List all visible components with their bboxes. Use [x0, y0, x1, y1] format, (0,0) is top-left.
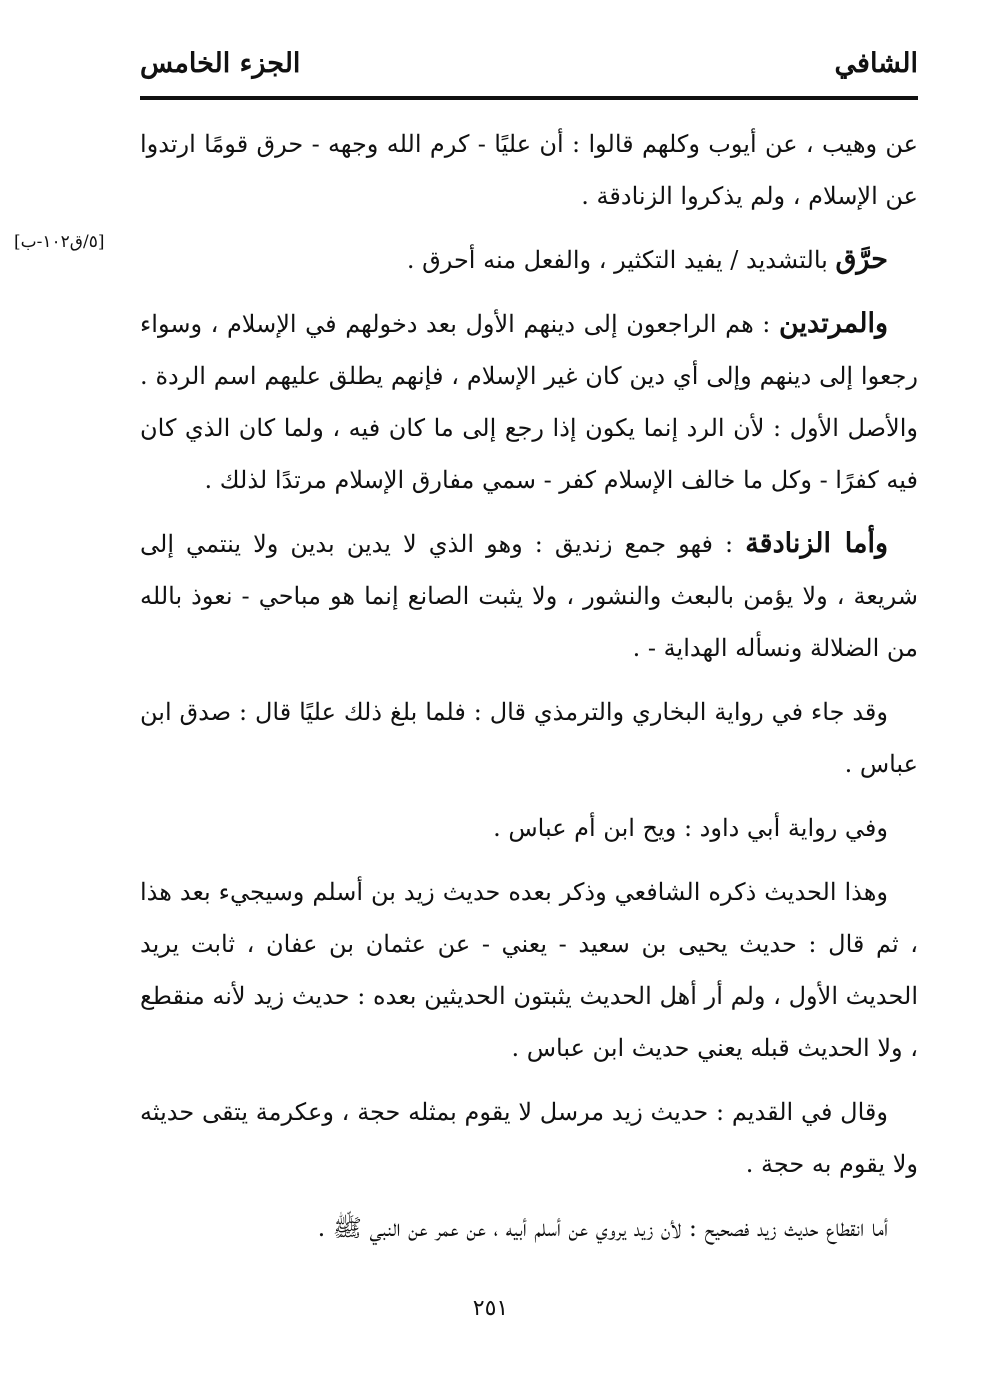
paragraph-2-term: حرَّق: [835, 244, 888, 275]
body-text: [140, 118, 918, 1266]
paragraph-6-text: وفي رواية أبي داود : ويح ابن أم عباس .: [493, 814, 888, 842]
page-header: [140, 42, 918, 92]
paragraph-8-text: وقال في القديم : حديث زيد مرسل لا يقوم بمثله حجة ، وعكرمة يتقى حديثه ولا يقوم به حجة .: [140, 1098, 918, 1178]
paragraph-1-text: عن وهيب ، عن أيوب وكلهم قالوا : أن عليًا - كرم الله وجهه - حرق قومًا ارتدوا عن الإسلام ، ولم يذكروا الزنادقة .: [140, 130, 919, 210]
book-title: الشافي: [834, 48, 918, 79]
paragraph-7: [140, 866, 918, 1074]
paragraph-1: [140, 118, 918, 222]
header-divider: [140, 96, 918, 100]
paragraph-9-text: أما انقطاع حديث زيد فصحيح : لأن زيد يروي عن أسلم أبيه ، عن عمر عن النبي ﷺ .: [317, 1214, 888, 1242]
volume-title: الجزء الخامس: [140, 48, 301, 79]
paragraph-8: [140, 1086, 918, 1190]
paragraph-3-term: والمرتدين: [778, 308, 888, 339]
paragraph-2: [140, 234, 918, 286]
page-number: ٢٥١: [472, 1296, 509, 1321]
paragraph-6: [140, 802, 918, 854]
manuscript-folio-note: [٥/ق١٠٢-ب]: [14, 232, 105, 252]
paragraph-3-text: : هم الراجعون إلى دينهم الأول بعد دخولهم في الإسلام ، وسواء رجعوا إلى دينهم وإلى أي دين كان غير الإسلام ، فإنهم يطلق عليهم اسم الردة . والأصل الأول : لأن الرد إنما يكون إذا رجع إلى ما كان فيه ، ولما كان الذي كان فيه كفرًا - وكل ما خالف الإسلام كفر - سمي مفارق الإسلام مرتدًا لذلك .: [140, 310, 918, 494]
paragraph-2-text: بالتشديد / يفيد التكثير ، والفعل منه أحرق .: [406, 246, 836, 274]
paragraph-3: [140, 298, 918, 506]
paragraph-4-text: : فهو جمع زنديق : وهو الذي لا يدين بدين ولا ينتمي إلى شريعة ، ولا يؤمن بالبعث والنشور ، ولا يثبت الصانع إنما هو مباحي - نعوذ بالله من الضلالة ونسأله الهداية - .: [140, 530, 918, 662]
paragraph-9: [140, 1202, 918, 1254]
paragraph-5: [140, 686, 918, 790]
paragraph-4-term: وأما الزنادقة: [745, 528, 889, 559]
paragraph-7-text: وهذا الحديث ذكره الشافعي وذكر بعده حديث زيد بن أسلم وسيجيء بعد هذا ، ثم قال : حديث يحيى بن سعيد - يعني - عن عثمان بن عفان ، ثابت يريد الحديث الأول ، ولم أر أهل الحديث يثبتون الحديثين بعده : حديث زيد لأنه منقطع ، ولا الحديث قبله يعني حديث ابن عباس .: [140, 878, 918, 1062]
paragraph-5-text: وقد جاء في رواية البخاري والترمذي قال : فلما بلغ ذلك عليًا قال : صدق ابن عباس .: [140, 698, 918, 778]
paragraph-4: [140, 518, 918, 674]
